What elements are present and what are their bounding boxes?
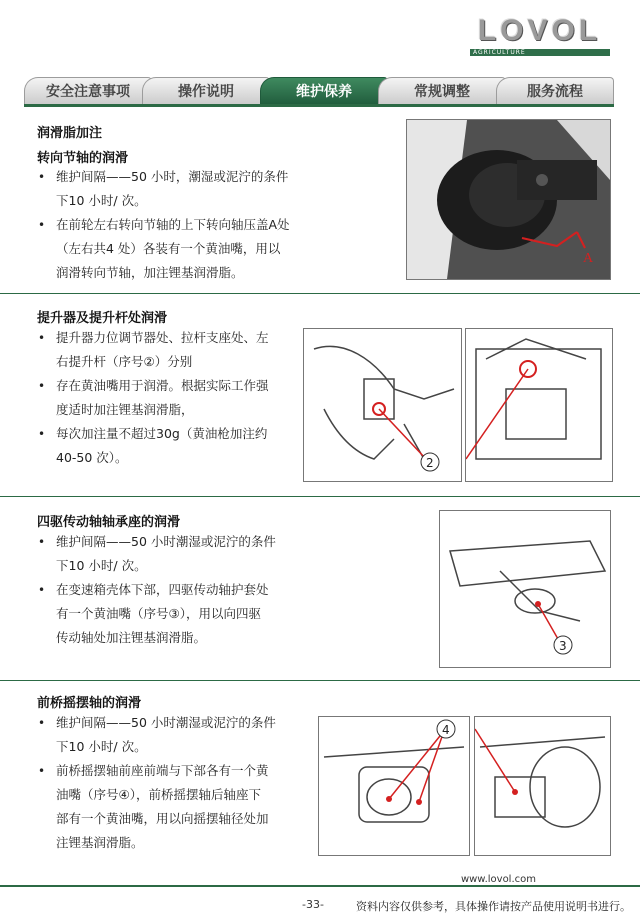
- lifter-right-illustration: [466, 329, 612, 481]
- tab-safety[interactable]: 安全注意事项: [24, 77, 152, 106]
- bullet-item: • 存在黄油嘴用于润滑。根据实际工作强 度适时加注锂基润滑脂，: [32, 374, 269, 422]
- 4wd-bearing-illustration: [440, 511, 610, 667]
- bullet-list-front-axle: [32, 711, 276, 855]
- bullet-list-lifter: [32, 326, 269, 470]
- footer-divider: [0, 885, 640, 887]
- tab-operation[interactable]: 操作说明: [142, 77, 270, 106]
- bullet-item: • 维护间隔——50 小时，潮湿或泥泞的条件 下10 小时/ 次。: [32, 165, 290, 213]
- bullet-item: • 每次加注量不超过30g（黄油枪加注约 40-50 次）。: [32, 422, 269, 470]
- section-divider: [0, 680, 640, 681]
- tab-underline: [24, 104, 614, 107]
- diagram-lifter-right: [465, 328, 613, 482]
- diagram-front-axle-right: [474, 716, 611, 856]
- section-title-4wd-bearing: 四驱传动轴轴承座的润滑: [37, 515, 181, 530]
- bullet-list-4wd-bearing: [32, 530, 276, 650]
- tab-maintenance[interactable]: 维护保养: [260, 77, 388, 106]
- bullet-item: • 提升器力位调节器处、拉杆支座处、左 右提升杆（序号②）分别: [32, 326, 269, 374]
- logo-tagline: AGRICULTURE: [470, 49, 610, 56]
- callout-label-4: 4: [442, 723, 450, 737]
- bullet-item: • 在前轮左右转向节轴的上下转向轴压盖A处 （左右共4 处）各装有一个黄油嘴，用以 润滑转向节轴，加注锂基润滑脂。: [32, 213, 290, 285]
- bullet-list-steering-knuckle: [32, 165, 290, 285]
- section-title-front-axle: 前桥摇摆轴的润滑: [37, 696, 142, 711]
- tab-adjustment[interactable]: 常规调整: [378, 77, 506, 106]
- bullet-item: • 前桥摇摆轴前座前端与下部各有一个黄 油嘴（序号④），前桥摇摆轴后轴座下 部有一个黄油嘴，用以向摇摆轴径处加 注锂基润滑脂。: [32, 759, 276, 855]
- diagram-front-axle-left: [318, 716, 470, 856]
- diagram-lifter-left: [303, 328, 462, 482]
- bullet-item: • 维护间隔——50 小时潮湿或泥泞的条件 下10 小时/ 次。: [32, 530, 276, 578]
- footer-url[interactable]: www.lovol.com: [460, 874, 536, 885]
- front-axle-right-illustration: [475, 717, 610, 855]
- bullet-item: • 在变速箱壳体下部，四驱传动轴护套处 有一个黄油嘴（序号③），用以向四驱 传动轴处加注锂基润滑脂。: [32, 578, 276, 650]
- page-number: -33-: [302, 898, 324, 911]
- callout-label-3: 3: [559, 639, 567, 653]
- diagram-4wd-bearing: [439, 510, 611, 668]
- lifter-left-illustration: [304, 329, 461, 481]
- callout-label-a: A: [583, 251, 594, 266]
- lovol-logo: [467, 16, 612, 56]
- section-title-grease: 润滑脂加注: [37, 126, 103, 141]
- front-axle-left-illustration: [319, 717, 469, 855]
- section-title-lifter: 提升器及提升杆处润滑: [37, 311, 168, 326]
- section-tab-bar: [24, 75, 614, 105]
- bullet-item: • 维护间隔——50 小时潮湿或泥泞的条件 下10 小时/ 次。: [32, 711, 276, 759]
- logo-wordmark: LOVOL: [477, 14, 602, 47]
- callout-label-2: 2: [426, 456, 434, 470]
- subsection-title-steering-knuckle: 转向节轴的润滑: [37, 151, 129, 166]
- photo-steering-knuckle: [406, 119, 611, 280]
- footer-disclaimer: 资料内容仅供参考，具体操作请按产品使用说明书进行。: [356, 900, 631, 913]
- section-divider: [0, 293, 640, 294]
- steering-knuckle-illustration: [407, 120, 610, 279]
- tab-service[interactable]: 服务流程: [496, 77, 614, 106]
- section-divider: [0, 496, 640, 497]
